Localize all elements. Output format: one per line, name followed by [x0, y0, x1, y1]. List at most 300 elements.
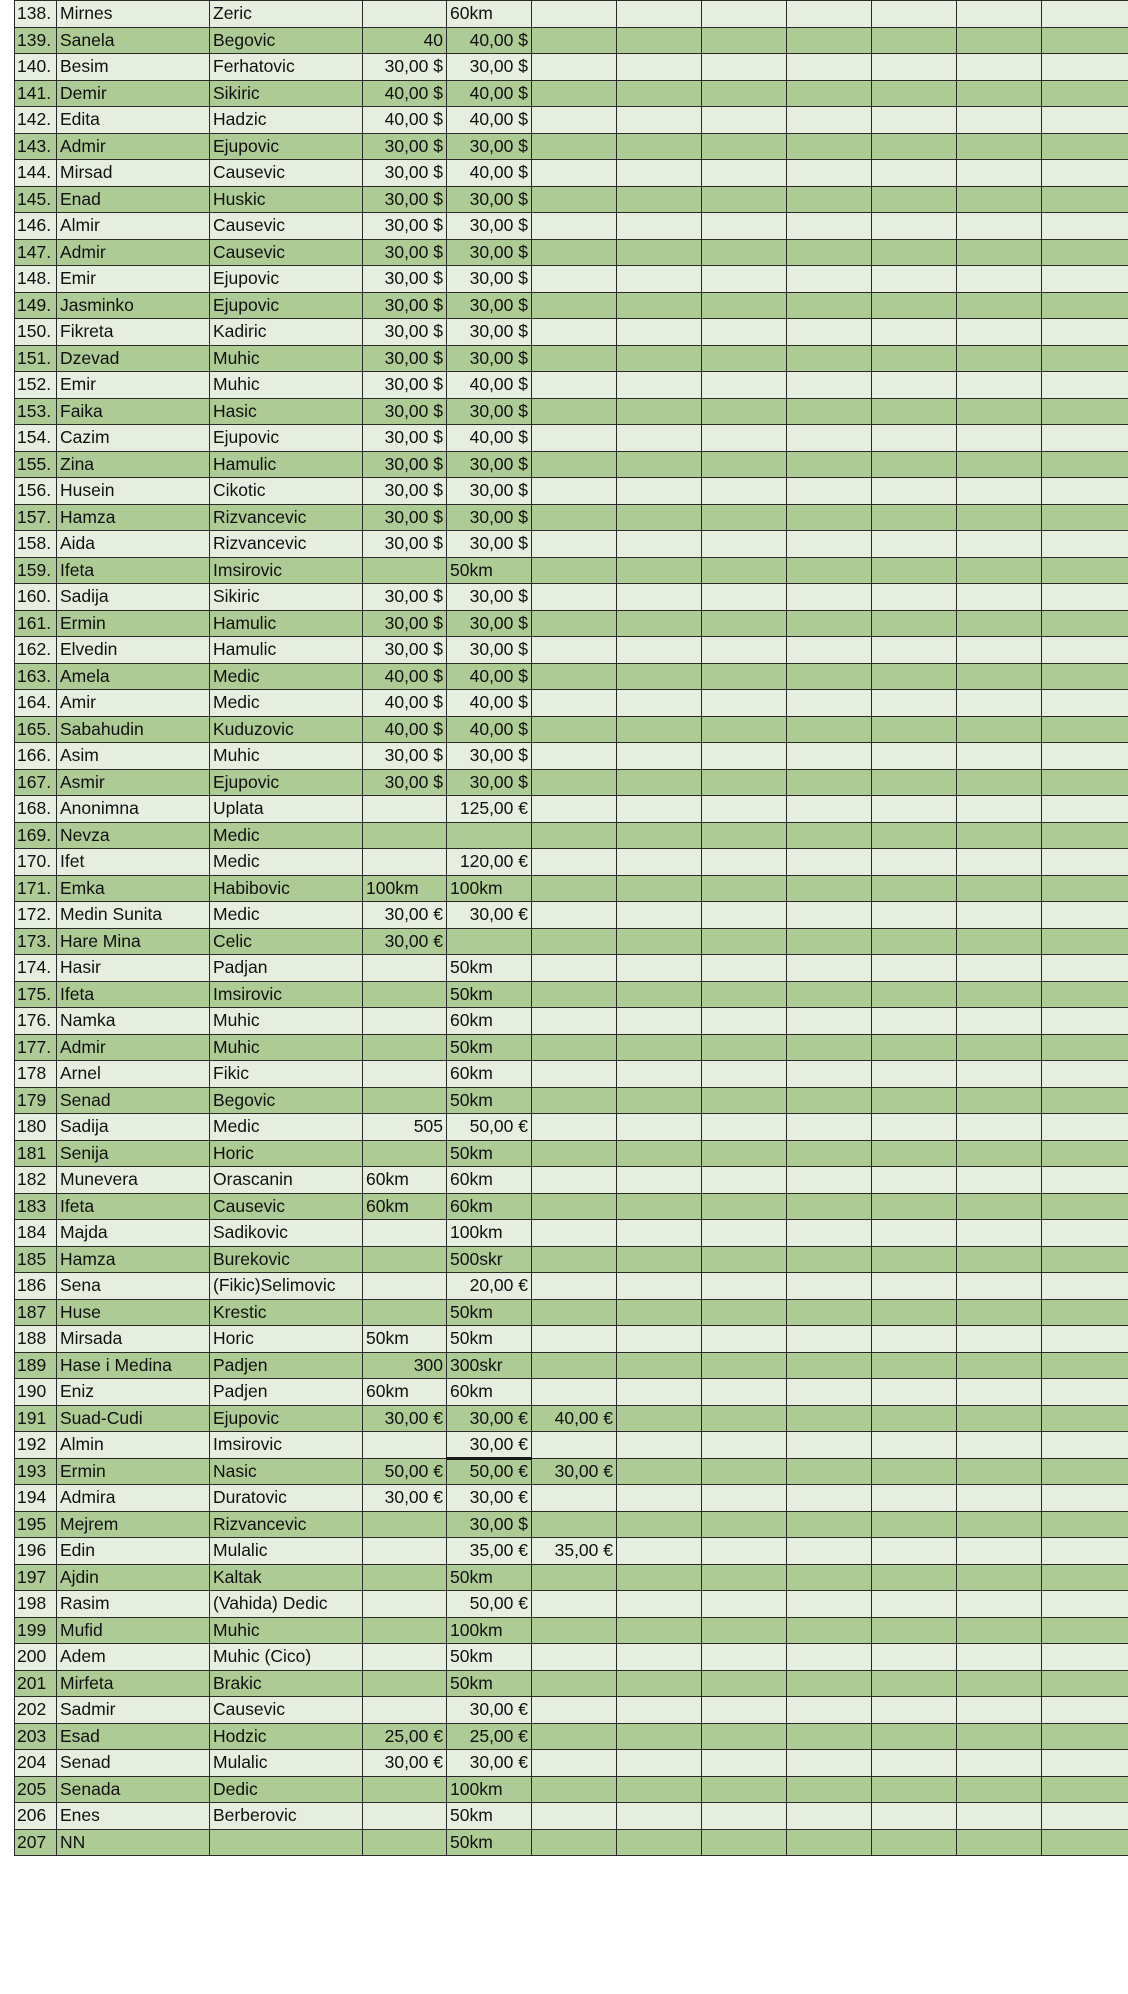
last-name-cell[interactable]: Muhic	[210, 743, 363, 770]
empty-cell[interactable]	[702, 27, 787, 54]
empty-cell[interactable]	[702, 1061, 787, 1088]
empty-cell[interactable]	[872, 319, 957, 346]
empty-cell[interactable]	[957, 1723, 1042, 1750]
empty-cell[interactable]	[1042, 1193, 1128, 1220]
first-name-cell[interactable]: NN	[57, 1829, 210, 1856]
empty-cell[interactable]	[872, 425, 957, 452]
amount-cell-1[interactable]: 30,00 €	[363, 928, 447, 955]
empty-cell[interactable]	[787, 160, 872, 187]
empty-cell[interactable]	[957, 1670, 1042, 1697]
row-number-cell[interactable]: 164.	[15, 690, 57, 717]
empty-cell[interactable]	[787, 1697, 872, 1724]
last-name-cell[interactable]: Uplata	[210, 796, 363, 823]
last-name-cell[interactable]: Medic	[210, 1114, 363, 1141]
empty-cell[interactable]	[787, 690, 872, 717]
empty-cell[interactable]	[787, 1829, 872, 1856]
amount-cell-1[interactable]	[363, 1803, 447, 1830]
first-name-cell[interactable]: Admir	[57, 239, 210, 266]
empty-cell[interactable]	[957, 849, 1042, 876]
amount-cell-3[interactable]	[532, 1776, 617, 1803]
empty-cell[interactable]	[872, 1140, 957, 1167]
empty-cell[interactable]	[787, 1352, 872, 1379]
amount-cell-3[interactable]	[532, 186, 617, 213]
first-name-cell[interactable]: Mirsada	[57, 1326, 210, 1353]
amount-cell-1[interactable]: 40,00 $	[363, 80, 447, 107]
empty-cell[interactable]	[872, 1405, 957, 1432]
empty-cell[interactable]	[787, 796, 872, 823]
empty-cell[interactable]	[617, 1829, 702, 1856]
empty-cell[interactable]	[1042, 186, 1128, 213]
empty-cell[interactable]	[617, 1326, 702, 1353]
last-name-cell[interactable]: Begovic	[210, 1087, 363, 1114]
first-name-cell[interactable]: Jasminko	[57, 292, 210, 319]
last-name-cell[interactable]: Hamulic	[210, 637, 363, 664]
amount-cell-1[interactable]	[363, 1273, 447, 1300]
first-name-cell[interactable]: Asim	[57, 743, 210, 770]
amount-cell-2[interactable]: 50,00 €	[447, 1114, 532, 1141]
empty-cell[interactable]	[872, 1008, 957, 1035]
empty-cell[interactable]	[872, 1803, 957, 1830]
empty-cell[interactable]	[872, 504, 957, 531]
empty-cell[interactable]	[617, 133, 702, 160]
empty-cell[interactable]	[702, 292, 787, 319]
empty-cell[interactable]	[617, 769, 702, 796]
amount-cell-3[interactable]	[532, 1511, 617, 1538]
empty-cell[interactable]	[872, 1299, 957, 1326]
empty-cell[interactable]	[617, 1405, 702, 1432]
amount-cell-1[interactable]: 30,00 $	[363, 345, 447, 372]
row-number-cell[interactable]: 178	[15, 1061, 57, 1088]
amount-cell-1[interactable]	[363, 1829, 447, 1856]
last-name-cell[interactable]	[210, 1829, 363, 1856]
empty-cell[interactable]	[617, 1246, 702, 1273]
last-name-cell[interactable]: Medic	[210, 822, 363, 849]
empty-cell[interactable]	[702, 186, 787, 213]
empty-cell[interactable]	[957, 928, 1042, 955]
amount-cell-3[interactable]	[532, 1697, 617, 1724]
first-name-cell[interactable]: Amela	[57, 663, 210, 690]
last-name-cell[interactable]: Padjan	[210, 955, 363, 982]
empty-cell[interactable]	[787, 1617, 872, 1644]
amount-cell-2[interactable]: 30,00 $	[447, 345, 532, 372]
row-number-cell[interactable]: 152.	[15, 372, 57, 399]
row-number-cell[interactable]: 192	[15, 1432, 57, 1459]
amount-cell-1[interactable]: 40,00 $	[363, 107, 447, 134]
amount-cell-3[interactable]	[532, 1617, 617, 1644]
empty-cell[interactable]	[872, 1485, 957, 1512]
empty-cell[interactable]	[872, 716, 957, 743]
row-number-cell[interactable]: 188	[15, 1326, 57, 1353]
amount-cell-2[interactable]: 30,00 $	[447, 743, 532, 770]
empty-cell[interactable]	[617, 319, 702, 346]
amount-cell-2[interactable]: 30,00 $	[447, 769, 532, 796]
empty-cell[interactable]	[957, 1564, 1042, 1591]
empty-cell[interactable]	[957, 716, 1042, 743]
empty-cell[interactable]	[787, 1511, 872, 1538]
row-number-cell[interactable]: 181	[15, 1140, 57, 1167]
empty-cell[interactable]	[702, 1829, 787, 1856]
amount-cell-3[interactable]	[532, 1, 617, 28]
empty-cell[interactable]	[702, 1352, 787, 1379]
empty-cell[interactable]	[702, 584, 787, 611]
empty-cell[interactable]	[787, 769, 872, 796]
empty-cell[interactable]	[617, 425, 702, 452]
first-name-cell[interactable]: Dzevad	[57, 345, 210, 372]
empty-cell[interactable]	[787, 637, 872, 664]
empty-cell[interactable]	[1042, 1432, 1128, 1459]
empty-cell[interactable]	[617, 637, 702, 664]
empty-cell[interactable]	[872, 1246, 957, 1273]
empty-cell[interactable]	[702, 663, 787, 690]
empty-cell[interactable]	[702, 1670, 787, 1697]
empty-cell[interactable]	[787, 345, 872, 372]
first-name-cell[interactable]: Nevza	[57, 822, 210, 849]
amount-cell-1[interactable]	[363, 1511, 447, 1538]
empty-cell[interactable]	[617, 266, 702, 293]
empty-cell[interactable]	[617, 1008, 702, 1035]
empty-cell[interactable]	[787, 451, 872, 478]
last-name-cell[interactable]: Sadikovic	[210, 1220, 363, 1247]
amount-cell-3[interactable]	[532, 1034, 617, 1061]
empty-cell[interactable]	[787, 1273, 872, 1300]
last-name-cell[interactable]: Zeric	[210, 1, 363, 28]
empty-cell[interactable]	[702, 54, 787, 81]
first-name-cell[interactable]: Edin	[57, 1538, 210, 1565]
row-number-cell[interactable]: 204	[15, 1750, 57, 1777]
amount-cell-2[interactable]: 50km	[447, 1299, 532, 1326]
empty-cell[interactable]	[872, 955, 957, 982]
empty-cell[interactable]	[702, 504, 787, 531]
empty-cell[interactable]	[957, 1140, 1042, 1167]
amount-cell-2[interactable]: 40,00 $	[447, 690, 532, 717]
amount-cell-2[interactable]: 25,00 €	[447, 1723, 532, 1750]
empty-cell[interactable]	[787, 1193, 872, 1220]
empty-cell[interactable]	[957, 981, 1042, 1008]
empty-cell[interactable]	[872, 1458, 957, 1485]
amount-cell-3[interactable]	[532, 1246, 617, 1273]
last-name-cell[interactable]: Krestic	[210, 1299, 363, 1326]
empty-cell[interactable]	[1042, 1, 1128, 28]
empty-cell[interactable]	[957, 133, 1042, 160]
amount-cell-3[interactable]	[532, 1008, 617, 1035]
empty-cell[interactable]	[617, 610, 702, 637]
first-name-cell[interactable]: Edita	[57, 107, 210, 134]
empty-cell[interactable]	[1042, 531, 1128, 558]
last-name-cell[interactable]: Mulalic	[210, 1750, 363, 1777]
last-name-cell[interactable]: Ejupovic	[210, 769, 363, 796]
empty-cell[interactable]	[957, 504, 1042, 531]
amount-cell-1[interactable]: 30,00 $	[363, 451, 447, 478]
first-name-cell[interactable]: Enad	[57, 186, 210, 213]
amount-cell-1[interactable]	[363, 1670, 447, 1697]
first-name-cell[interactable]: Sanela	[57, 27, 210, 54]
empty-cell[interactable]	[957, 54, 1042, 81]
amount-cell-2[interactable]: 30,00 $	[447, 584, 532, 611]
empty-cell[interactable]	[1042, 1776, 1128, 1803]
first-name-cell[interactable]: Mirfeta	[57, 1670, 210, 1697]
row-number-cell[interactable]: 183	[15, 1193, 57, 1220]
empty-cell[interactable]	[617, 1723, 702, 1750]
empty-cell[interactable]	[702, 1511, 787, 1538]
empty-cell[interactable]	[787, 213, 872, 240]
amount-cell-3[interactable]	[532, 1167, 617, 1194]
empty-cell[interactable]	[702, 875, 787, 902]
empty-cell[interactable]	[957, 1379, 1042, 1406]
empty-cell[interactable]	[702, 478, 787, 505]
row-number-cell[interactable]: 173.	[15, 928, 57, 955]
last-name-cell[interactable]: Habibovic	[210, 875, 363, 902]
empty-cell[interactable]	[702, 1405, 787, 1432]
empty-cell[interactable]	[702, 160, 787, 187]
empty-cell[interactable]	[957, 1776, 1042, 1803]
first-name-cell[interactable]: Elvedin	[57, 637, 210, 664]
amount-cell-3[interactable]	[532, 372, 617, 399]
first-name-cell[interactable]: Esad	[57, 1723, 210, 1750]
empty-cell[interactable]	[872, 1061, 957, 1088]
empty-cell[interactable]	[617, 1776, 702, 1803]
empty-cell[interactable]	[787, 1034, 872, 1061]
empty-cell[interactable]	[617, 1352, 702, 1379]
empty-cell[interactable]	[872, 1644, 957, 1671]
amount-cell-3[interactable]	[532, 1564, 617, 1591]
empty-cell[interactable]	[787, 557, 872, 584]
row-number-cell[interactable]: 193	[15, 1458, 57, 1485]
first-name-cell[interactable]: Husein	[57, 478, 210, 505]
empty-cell[interactable]	[1042, 292, 1128, 319]
empty-cell[interactable]	[617, 1591, 702, 1618]
amount-cell-3[interactable]: 30,00 €	[532, 1458, 617, 1485]
amount-cell-3[interactable]	[532, 213, 617, 240]
last-name-cell[interactable]: Kaltak	[210, 1564, 363, 1591]
empty-cell[interactable]	[702, 345, 787, 372]
empty-cell[interactable]	[957, 1485, 1042, 1512]
empty-cell[interactable]	[872, 1697, 957, 1724]
amount-cell-1[interactable]	[363, 1087, 447, 1114]
amount-cell-1[interactable]	[363, 1776, 447, 1803]
first-name-cell[interactable]: Adem	[57, 1644, 210, 1671]
empty-cell[interactable]	[702, 1220, 787, 1247]
amount-cell-2[interactable]: 30,00 €	[447, 902, 532, 929]
empty-cell[interactable]	[702, 1140, 787, 1167]
empty-cell[interactable]	[702, 1008, 787, 1035]
empty-cell[interactable]	[872, 557, 957, 584]
empty-cell[interactable]	[787, 1087, 872, 1114]
first-name-cell[interactable]: Cazim	[57, 425, 210, 452]
last-name-cell[interactable]: Begovic	[210, 27, 363, 54]
empty-cell[interactable]	[872, 1, 957, 28]
amount-cell-1[interactable]: 30,00 $	[363, 133, 447, 160]
empty-cell[interactable]	[957, 796, 1042, 823]
empty-cell[interactable]	[1042, 610, 1128, 637]
empty-cell[interactable]	[787, 27, 872, 54]
empty-cell[interactable]	[872, 637, 957, 664]
amount-cell-3[interactable]	[532, 1273, 617, 1300]
empty-cell[interactable]	[617, 663, 702, 690]
empty-cell[interactable]	[787, 1485, 872, 1512]
empty-cell[interactable]	[872, 451, 957, 478]
amount-cell-1[interactable]: 30,00 $	[363, 398, 447, 425]
amount-cell-2[interactable]: 50,00 €	[447, 1591, 532, 1618]
row-number-cell[interactable]: 182	[15, 1167, 57, 1194]
empty-cell[interactable]	[957, 1458, 1042, 1485]
empty-cell[interactable]	[957, 186, 1042, 213]
empty-cell[interactable]	[787, 610, 872, 637]
first-name-cell[interactable]: Hase i Medina	[57, 1352, 210, 1379]
first-name-cell[interactable]: Fikreta	[57, 319, 210, 346]
amount-cell-1[interactable]: 50km	[363, 1326, 447, 1353]
empty-cell[interactable]	[702, 1326, 787, 1353]
empty-cell[interactable]	[702, 1087, 787, 1114]
empty-cell[interactable]	[617, 716, 702, 743]
amount-cell-3[interactable]	[532, 849, 617, 876]
amount-cell-3[interactable]	[532, 531, 617, 558]
row-number-cell[interactable]: 174.	[15, 955, 57, 982]
empty-cell[interactable]	[1042, 1246, 1128, 1273]
empty-cell[interactable]	[872, 213, 957, 240]
first-name-cell[interactable]: Ifeta	[57, 1193, 210, 1220]
empty-cell[interactable]	[1042, 1034, 1128, 1061]
empty-cell[interactable]	[1042, 1405, 1128, 1432]
first-name-cell[interactable]: Hare Mina	[57, 928, 210, 955]
amount-cell-2[interactable]: 50km	[447, 955, 532, 982]
empty-cell[interactable]	[702, 743, 787, 770]
empty-cell[interactable]	[702, 822, 787, 849]
empty-cell[interactable]	[702, 902, 787, 929]
empty-cell[interactable]	[1042, 425, 1128, 452]
empty-cell[interactable]	[787, 1167, 872, 1194]
empty-cell[interactable]	[702, 1776, 787, 1803]
empty-cell[interactable]	[872, 1273, 957, 1300]
row-number-cell[interactable]: 191	[15, 1405, 57, 1432]
amount-cell-2[interactable]	[447, 928, 532, 955]
empty-cell[interactable]	[617, 557, 702, 584]
amount-cell-2[interactable]: 20,00 €	[447, 1273, 532, 1300]
empty-cell[interactable]	[787, 292, 872, 319]
empty-cell[interactable]	[1042, 637, 1128, 664]
empty-cell[interactable]	[787, 663, 872, 690]
row-number-cell[interactable]: 140.	[15, 54, 57, 81]
amount-cell-1[interactable]	[363, 822, 447, 849]
amount-cell-2[interactable]: 100km	[447, 1220, 532, 1247]
empty-cell[interactable]	[787, 266, 872, 293]
empty-cell[interactable]	[1042, 875, 1128, 902]
amount-cell-2[interactable]: 30,00 €	[447, 1405, 532, 1432]
amount-cell-3[interactable]	[532, 822, 617, 849]
empty-cell[interactable]	[787, 319, 872, 346]
row-number-cell[interactable]: 156.	[15, 478, 57, 505]
empty-cell[interactable]	[957, 769, 1042, 796]
empty-cell[interactable]	[787, 1140, 872, 1167]
amount-cell-3[interactable]	[532, 928, 617, 955]
last-name-cell[interactable]: Ejupovic	[210, 133, 363, 160]
empty-cell[interactable]	[872, 531, 957, 558]
amount-cell-2[interactable]: 30,00 €	[447, 1750, 532, 1777]
last-name-cell[interactable]: Medic	[210, 663, 363, 690]
empty-cell[interactable]	[957, 955, 1042, 982]
empty-cell[interactable]	[957, 27, 1042, 54]
last-name-cell[interactable]: Sikiric	[210, 584, 363, 611]
empty-cell[interactable]	[872, 1193, 957, 1220]
last-name-cell[interactable]: Hamulic	[210, 610, 363, 637]
first-name-cell[interactable]: Almin	[57, 1432, 210, 1459]
amount-cell-2[interactable]: 40,00 $	[447, 372, 532, 399]
empty-cell[interactable]	[957, 1273, 1042, 1300]
row-number-cell[interactable]: 157.	[15, 504, 57, 531]
empty-cell[interactable]	[957, 1087, 1042, 1114]
empty-cell[interactable]	[702, 1803, 787, 1830]
amount-cell-1[interactable]: 30,00 $	[363, 478, 447, 505]
first-name-cell[interactable]: Arnel	[57, 1061, 210, 1088]
empty-cell[interactable]	[872, 928, 957, 955]
amount-cell-2[interactable]: 30,00 $	[447, 292, 532, 319]
amount-cell-1[interactable]: 50,00 €	[363, 1458, 447, 1485]
empty-cell[interactable]	[1042, 1511, 1128, 1538]
row-number-cell[interactable]: 142.	[15, 107, 57, 134]
empty-cell[interactable]	[957, 451, 1042, 478]
first-name-cell[interactable]: Sadija	[57, 1114, 210, 1141]
amount-cell-1[interactable]	[363, 1564, 447, 1591]
empty-cell[interactable]	[1042, 1087, 1128, 1114]
amount-cell-3[interactable]	[532, 610, 617, 637]
empty-cell[interactable]	[1042, 1379, 1128, 1406]
empty-cell[interactable]	[1042, 1591, 1128, 1618]
empty-cell[interactable]	[787, 398, 872, 425]
empty-cell[interactable]	[957, 1617, 1042, 1644]
empty-cell[interactable]	[957, 1538, 1042, 1565]
first-name-cell[interactable]: Mufid	[57, 1617, 210, 1644]
empty-cell[interactable]	[617, 1167, 702, 1194]
empty-cell[interactable]	[702, 1458, 787, 1485]
amount-cell-2[interactable]: 30,00 $	[447, 610, 532, 637]
amount-cell-2[interactable]: 40,00 $	[447, 107, 532, 134]
empty-cell[interactable]	[872, 849, 957, 876]
row-number-cell[interactable]: 139.	[15, 27, 57, 54]
empty-cell[interactable]	[957, 1114, 1042, 1141]
empty-cell[interactable]	[1042, 822, 1128, 849]
row-number-cell[interactable]: 146.	[15, 213, 57, 240]
empty-cell[interactable]	[872, 107, 957, 134]
amount-cell-3[interactable]	[532, 1352, 617, 1379]
empty-cell[interactable]	[617, 1697, 702, 1724]
empty-cell[interactable]	[787, 80, 872, 107]
first-name-cell[interactable]: Demir	[57, 80, 210, 107]
empty-cell[interactable]	[617, 345, 702, 372]
amount-cell-1[interactable]	[363, 1220, 447, 1247]
last-name-cell[interactable]: Sikiric	[210, 80, 363, 107]
empty-cell[interactable]	[1042, 902, 1128, 929]
empty-cell[interactable]	[1042, 1485, 1128, 1512]
row-number-cell[interactable]: 203	[15, 1723, 57, 1750]
last-name-cell[interactable]: Causevic	[210, 160, 363, 187]
empty-cell[interactable]	[617, 27, 702, 54]
amount-cell-2[interactable]: 40,00 $	[447, 160, 532, 187]
amount-cell-1[interactable]: 30,00 $	[363, 186, 447, 213]
empty-cell[interactable]	[702, 213, 787, 240]
first-name-cell[interactable]: Senada	[57, 1776, 210, 1803]
row-number-cell[interactable]: 163.	[15, 663, 57, 690]
amount-cell-1[interactable]	[363, 1034, 447, 1061]
empty-cell[interactable]	[702, 1485, 787, 1512]
last-name-cell[interactable]: Imsirovic	[210, 1432, 363, 1459]
empty-cell[interactable]	[617, 186, 702, 213]
empty-cell[interactable]	[1042, 1114, 1128, 1141]
amount-cell-2[interactable]: 60km	[447, 1, 532, 28]
empty-cell[interactable]	[1042, 716, 1128, 743]
empty-cell[interactable]	[957, 213, 1042, 240]
amount-cell-2[interactable]: 50km	[447, 1644, 532, 1671]
empty-cell[interactable]	[787, 1, 872, 28]
empty-cell[interactable]	[872, 160, 957, 187]
